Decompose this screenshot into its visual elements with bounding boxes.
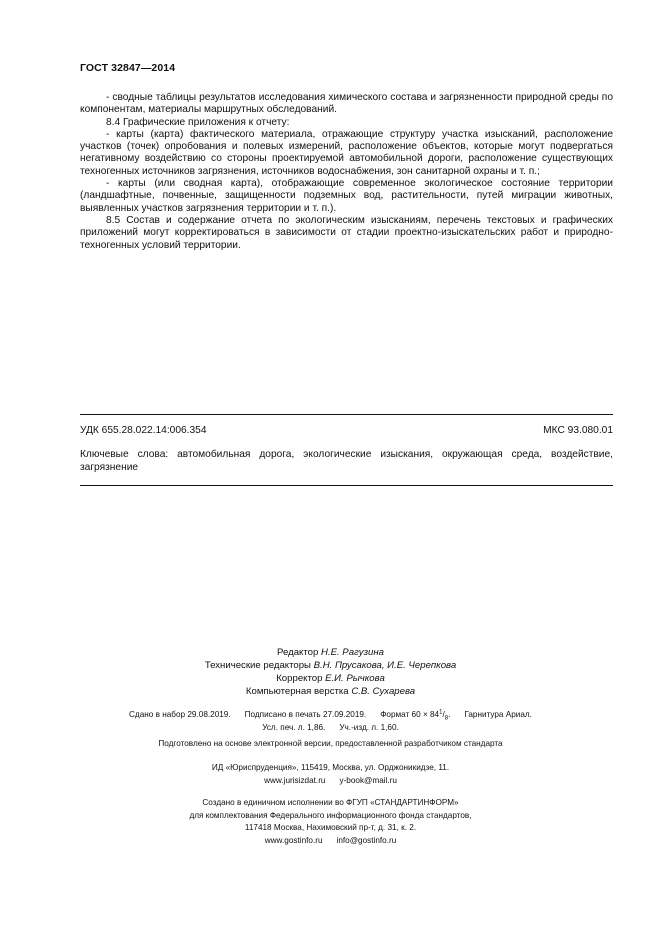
tech-editors-names: В.Н. Прусакова, И.Е. Черепкова bbox=[313, 660, 457, 671]
format-slash: / bbox=[442, 710, 445, 719]
prepared-note: Подготовлено на основе электронной версии, предоставленной разработчиком стандарта bbox=[158, 739, 503, 748]
paragraph: 8.5 Состав и содержание отчета по экологическим изысканиям, перечень текстовых и графических приложений могут корректироваться в зависимости от стадии проектно-изыскательских работ и природно-техногенных условий территории. bbox=[80, 214, 613, 251]
typeface: Гарнитура Ариал. bbox=[464, 710, 532, 719]
layout-label: Компьютерная верстка bbox=[245, 686, 349, 697]
editor-name: Н.Е. Рагузина bbox=[320, 647, 384, 658]
keywords: Ключевые слова: автомобильная дорога, экологические изыскания, окружающая среда, воздействие, загрязнение bbox=[80, 449, 613, 473]
signed-date: Подписано в печать 27.09.2019. bbox=[244, 710, 367, 719]
paragraph: 8.4 Графические приложения к отчету: bbox=[106, 116, 290, 128]
creator-line-1: Создано в единичном исполнении во ФГУП «СТАНДАРТИНФОРМ» bbox=[202, 798, 459, 807]
print-info bbox=[0, 709, 661, 734]
publisher-site[interactable]: www.jurisizdat.ru bbox=[264, 775, 326, 785]
paragraph: - сводные таблицы результатов исследования химического состава и загрязненности природной среды по компонентам, материалы маршрутных обследований. bbox=[80, 92, 613, 116]
corrector-label: Корректор bbox=[276, 673, 323, 684]
document-header: ГОСТ 32847—2014 bbox=[80, 62, 176, 74]
format-prefix: Формат 60 × 84 bbox=[380, 710, 440, 719]
udk-code: УДК 655.28.022.14:006.354 bbox=[80, 425, 207, 436]
bottom-divider bbox=[80, 485, 613, 486]
corrector-name: Е.И. Рычкова bbox=[325, 673, 385, 684]
creator-site[interactable]: www.gostinfo.ru bbox=[264, 835, 323, 845]
submitted-date: Сдано в набор 29.08.2019. bbox=[129, 710, 231, 719]
top-divider bbox=[80, 414, 613, 415]
body-text bbox=[80, 92, 613, 252]
format-suffix: . bbox=[448, 710, 451, 719]
print-sheets: Усл. печ. л. 1,86. bbox=[262, 722, 326, 732]
creator-line-3: 117418 Москва, Нахимовский пр-т, д. 31, к. 2. bbox=[244, 823, 417, 832]
publisher-block bbox=[0, 762, 661, 787]
tech-editors-label: Технические редакторы bbox=[204, 660, 311, 671]
layout-name: С.В. Сухарева bbox=[351, 686, 416, 697]
credits-block bbox=[0, 646, 661, 698]
mks-code: МКС 93.080.01 bbox=[543, 425, 613, 436]
publish-sheets: Уч.-изд. л. 1,60. bbox=[339, 722, 399, 732]
format-denominator: 8 bbox=[444, 715, 449, 722]
classification-row bbox=[80, 425, 613, 436]
paragraph: - карты (или сводная карта), отображающие современное экологическое состояние территории (ландшафтные, почвенные, защищенности подземных вод, растительности, путей миграции животных, выявленных участков загрязнения территории и т. п.). bbox=[80, 178, 613, 214]
creator-line-2: для комплектования Федерального информационного фонда стандартов, bbox=[189, 810, 472, 820]
format-numerator: 1 bbox=[439, 709, 443, 716]
editor-label: Редактор bbox=[277, 647, 319, 658]
creator-email[interactable]: info@gostinfo.ru bbox=[336, 835, 397, 845]
creator-block bbox=[0, 797, 661, 847]
paragraph: - карты (карта) фактического материала, отражающие структуру участка изысканий, расположение участков (точек) опробования и полевых измерений, расположение объектов, которые могут подвергаться негативному воздействию со стороны проектируемой автомобильной дороги, расположение существующих техногенных источников загрязнения, источников водоснабжения, зон санитарной охраны и т. п.; bbox=[80, 128, 613, 177]
publisher-address: ИД «Юриспруденция», 115419, Москва, ул. Орджоникидзе, 11. bbox=[211, 763, 450, 772]
publisher-email[interactable]: y-book@mail.ru bbox=[339, 775, 397, 785]
